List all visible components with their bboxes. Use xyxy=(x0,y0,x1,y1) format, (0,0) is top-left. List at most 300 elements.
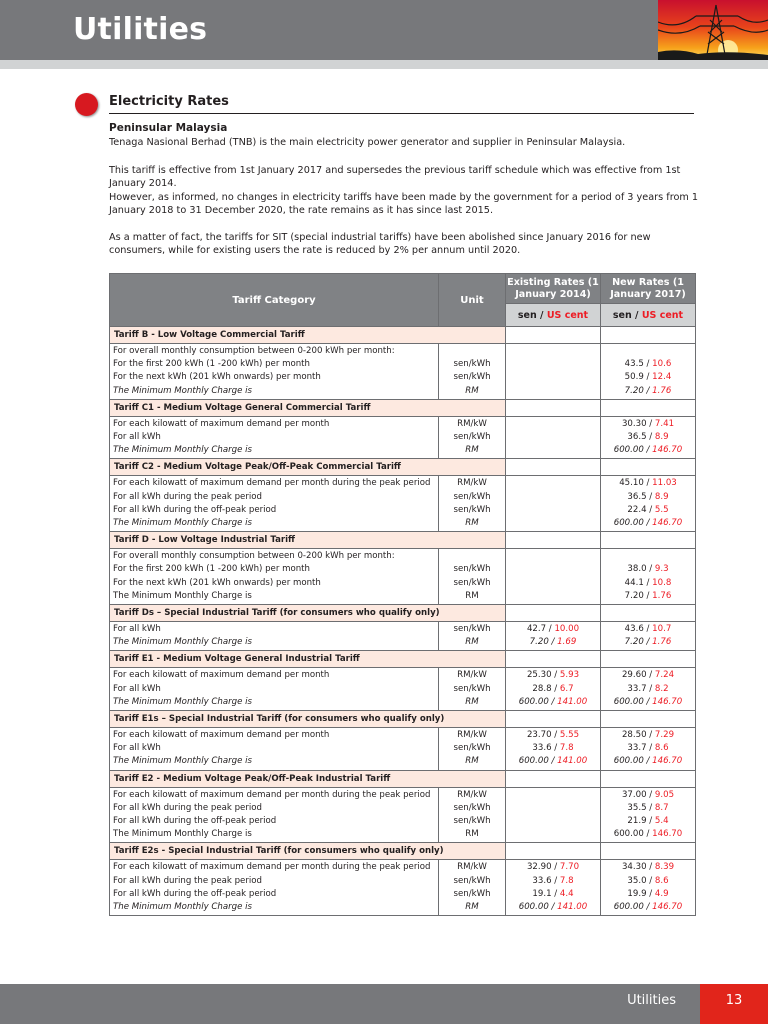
new-rate xyxy=(601,683,695,696)
existing-rate xyxy=(506,729,600,742)
new-rate xyxy=(601,491,695,504)
new-rate-us-cent: 11.03 xyxy=(652,478,677,489)
rate-separator: / xyxy=(646,802,655,813)
new-rate xyxy=(601,550,695,563)
existing-rate-us-cent: 5.55 xyxy=(559,730,580,741)
new-rate-cell xyxy=(601,344,696,400)
existing-rate-cell xyxy=(506,860,601,916)
empty-cell xyxy=(601,843,696,860)
footer-section-label: Utilities xyxy=(627,993,676,1008)
tariff-unit: sen/kWh xyxy=(453,802,491,813)
tariff-unit-cell xyxy=(439,549,506,605)
page-number: 13 xyxy=(700,984,768,1024)
tariff-description: For overall monthly consumption between 0-200 kWh per month: xyxy=(113,346,395,356)
tariff-description-cell xyxy=(110,622,439,651)
tariff-description: The Minimum Monthly Charge is xyxy=(113,902,252,913)
existing-rate xyxy=(506,696,600,709)
empty-cell xyxy=(506,770,601,787)
new-rate-us-cent: 1.76 xyxy=(652,385,672,396)
new-rate xyxy=(601,590,695,603)
new-rate-cell xyxy=(601,728,696,771)
empty-cell xyxy=(601,711,696,728)
tariff-description: For all kWh during the peak period xyxy=(113,802,262,813)
empty-cell xyxy=(601,327,696,344)
existing-rate xyxy=(506,504,600,517)
tariff-description: For all kWh during the peak period xyxy=(113,491,262,502)
tariff-table-body xyxy=(110,327,696,916)
existing-rate-us-cent: 141.00 xyxy=(557,756,588,767)
tariff-description: The Minimum Monthly Charge is xyxy=(113,696,252,707)
tariff-description-cell xyxy=(110,416,439,459)
rate-separator: / xyxy=(551,888,560,899)
rate-separator: / xyxy=(646,432,655,443)
tariff-description: For the next kWh (201 kWh onwards) per month xyxy=(113,577,321,588)
tariff-category-row xyxy=(110,711,696,728)
tariff-description: For each kilowatt of maximum demand per month during the peak period xyxy=(113,478,431,489)
new-rate-us-cent: 7.24 xyxy=(654,670,675,681)
tariff-category-row xyxy=(110,399,696,416)
new-rate-sen: 7.20 xyxy=(624,590,644,601)
new-rate xyxy=(601,504,695,517)
tariff-unit: sen/kWh xyxy=(453,577,491,588)
empty-cell xyxy=(601,605,696,622)
tariff-description-cell xyxy=(110,344,439,400)
rate-separator: / xyxy=(643,385,653,396)
new-rate-sen: 600.00 xyxy=(613,829,644,840)
tariff-unit: sen/kWh xyxy=(453,372,491,383)
existing-rate-cell xyxy=(506,549,601,605)
new-rate-cell xyxy=(601,787,696,843)
new-rate-us-cent: 10.6 xyxy=(652,359,672,370)
tariff-category-title: Tariff Ds – Special Industrial Tariff (for consumers who qualify only) xyxy=(110,605,506,622)
existing-rate-us-cent: 4.4 xyxy=(559,888,574,899)
tariff-description-cell xyxy=(110,476,439,532)
new-rate xyxy=(601,901,695,914)
rate-separator: / xyxy=(646,491,655,502)
existing-rate xyxy=(506,491,600,504)
tariff-data-row xyxy=(110,344,696,400)
new-rate xyxy=(601,828,695,841)
section-title: Electricity Rates xyxy=(109,94,229,109)
new-rate-us-cent: 8.2 xyxy=(654,683,669,694)
existing-rate xyxy=(506,683,600,696)
new-rate-us-cent: 1.76 xyxy=(652,637,672,648)
tariff-unit: sen/kWh xyxy=(453,683,491,694)
new-rate-us-cent: 8.9 xyxy=(654,432,669,443)
new-rate xyxy=(601,477,695,490)
new-rate-us-cent: 146.70 xyxy=(652,696,683,707)
tariff-unit xyxy=(439,550,505,563)
new-rate-us-cent: 7.29 xyxy=(654,730,675,741)
tariff-unit-cell xyxy=(439,622,506,651)
new-rate-us-cent: 146.70 xyxy=(652,756,683,767)
existing-rate-cell xyxy=(506,668,601,711)
tariff-description: The Minimum Monthly Charge is xyxy=(113,637,252,648)
existing-rate-us-cent: 5.93 xyxy=(559,670,580,681)
existing-rate-sen: 600.00 xyxy=(518,902,549,913)
new-rate-sen: 44.1 xyxy=(624,577,644,588)
new-rate-sen: 19.9 xyxy=(627,888,647,899)
currency-us-label: US cent xyxy=(546,309,589,321)
new-rate xyxy=(601,371,695,384)
tariff-unit: sen/kWh xyxy=(453,432,491,443)
region-heading: Peninsular Malaysia xyxy=(109,122,228,134)
tariff-description-cell xyxy=(110,668,439,711)
page-header xyxy=(0,0,768,60)
tariff-unit: sen/kWh xyxy=(453,491,491,502)
new-rate-cell xyxy=(601,549,696,605)
existing-rate-sen: 7.20 xyxy=(529,637,549,648)
new-rate-us-cent: 5.4 xyxy=(654,816,669,827)
header-tariff-category: Tariff Category xyxy=(110,274,439,327)
empty-cell xyxy=(601,532,696,549)
existing-rate xyxy=(506,861,600,874)
existing-rate-sen: 42.7 xyxy=(526,624,547,635)
tariff-category-row xyxy=(110,605,696,622)
existing-rate xyxy=(506,802,600,815)
new-rate-sen: 600.00 xyxy=(613,518,644,529)
rate-separator: / xyxy=(551,683,560,694)
new-rate xyxy=(601,815,695,828)
existing-rate-sen: 33.6 xyxy=(532,875,552,886)
tariff-category-title: Tariff E2 - Medium Voltage Peak/Off-Peak Industrial Tariff xyxy=(110,770,506,787)
rate-separator: / xyxy=(646,670,655,681)
rate-separator: / xyxy=(646,789,655,800)
existing-currency-header xyxy=(506,304,601,327)
rate-separator: / xyxy=(643,696,653,707)
tariff-unit: RM xyxy=(465,696,479,707)
existing-rate xyxy=(506,517,600,530)
empty-cell xyxy=(601,399,696,416)
rate-separator: / xyxy=(643,518,653,529)
new-rate-sen: 33.7 xyxy=(627,683,647,694)
header-existing-rates: Existing Rates (1 January 2014) xyxy=(506,274,601,304)
new-rate-sen: 43.5 xyxy=(624,359,644,370)
tariff-category-title: Tariff C2 - Medium Voltage Peak/Off-Peak Commercial Tariff xyxy=(110,459,506,476)
new-rate-sen: 36.5 xyxy=(627,432,647,443)
new-rate-us-cent: 146.70 xyxy=(652,445,683,456)
new-rate-us-cent: 8.7 xyxy=(654,802,669,813)
tariff-description: The Minimum Monthly Charge is xyxy=(113,445,252,456)
new-rate-sen: 600.00 xyxy=(613,445,644,456)
existing-rate xyxy=(506,789,600,802)
rate-separator: / xyxy=(646,504,655,515)
pylon-sunset-image xyxy=(658,0,768,60)
new-rate xyxy=(601,755,695,768)
new-rate-sen: 33.7 xyxy=(627,743,647,754)
new-rate xyxy=(601,729,695,742)
tariff-unit: RM xyxy=(465,756,479,767)
rate-separator: / xyxy=(646,683,655,694)
existing-rate-us-cent: 1.69 xyxy=(557,637,577,648)
tariff-description: The Minimum Monthly Charge is xyxy=(113,829,252,840)
rate-separator: / xyxy=(548,696,558,707)
rate-separator: / xyxy=(643,478,653,489)
rate-separator: / xyxy=(646,418,655,429)
new-rate-sen: 29.60 xyxy=(621,670,647,681)
tariff-unit: RM/kW xyxy=(457,730,487,741)
tariff-description: For all kWh xyxy=(113,624,161,635)
existing-rate-us-cent: 10.00 xyxy=(554,624,580,635)
rate-separator: / xyxy=(646,862,655,873)
tariff-unit: sen/kWh xyxy=(453,743,491,754)
tariff-unit-cell xyxy=(439,344,506,400)
rate-separator: / xyxy=(646,743,655,754)
new-rate-us-cent: 146.70 xyxy=(652,518,683,529)
tariff-unit xyxy=(439,345,505,358)
new-rate-us-cent: 8.6 xyxy=(654,875,669,886)
sit-paragraph: As a matter of fact, the tariffs for SIT (special industrial tariffs) have been abolished since January 2016 for new consumers, while for existing users the rate is reduced by 2% per annum until 2020. xyxy=(109,232,651,256)
tariff-description: For all kWh xyxy=(113,743,161,754)
tariff-unit: RM/kW xyxy=(457,789,487,800)
new-rate xyxy=(601,623,695,636)
section-divider xyxy=(109,113,694,114)
existing-rate xyxy=(506,636,600,649)
tariff-description-cell xyxy=(110,728,439,771)
new-rate xyxy=(601,431,695,444)
rate-separator: / xyxy=(548,756,558,767)
existing-rate xyxy=(506,815,600,828)
tariff-category-title: Tariff B - Low Voltage Commercial Tariff xyxy=(110,327,506,344)
tariff-category-row xyxy=(110,532,696,549)
tariff-description: For all kWh during the off-peak period xyxy=(113,816,277,827)
tariff-description: The Minimum Monthly Charge is xyxy=(113,756,252,767)
new-rate-sen: 36.5 xyxy=(627,491,647,502)
empty-cell xyxy=(506,399,601,416)
tariff-unit: RM xyxy=(465,385,479,396)
tariff-unit: sen/kWh xyxy=(453,564,491,575)
existing-rate xyxy=(506,563,600,576)
new-rate-sen: 38.0 xyxy=(627,564,647,575)
rate-separator: / xyxy=(551,875,560,886)
existing-rate xyxy=(506,755,600,768)
existing-rate-us-cent: 141.00 xyxy=(557,902,588,913)
new-rate-cell xyxy=(601,622,696,651)
tariff-unit-cell xyxy=(439,787,506,843)
rate-separator: / xyxy=(646,875,655,886)
tariff-description-cell xyxy=(110,787,439,843)
tariff-category-title: Tariff E1s – Special Industrial Tariff (for consumers who qualify only) xyxy=(110,711,506,728)
tariff-unit: RM/kW xyxy=(457,670,487,681)
tariff-description: For all kWh during the peak period xyxy=(113,875,262,886)
existing-rate xyxy=(506,385,600,398)
existing-rate xyxy=(506,590,600,603)
tariff-data-row xyxy=(110,622,696,651)
tariff-unit: RM xyxy=(465,590,479,601)
new-rate xyxy=(601,742,695,755)
currency-sen-label: sen / xyxy=(612,309,642,321)
new-rate-us-cent: 1.76 xyxy=(652,590,672,601)
new-rate-sen: 600.00 xyxy=(613,756,644,767)
existing-rate xyxy=(506,550,600,563)
new-rate-us-cent: 9.05 xyxy=(654,789,675,800)
tariff-unit: sen/kWh xyxy=(453,816,491,827)
tariff-unit-cell xyxy=(439,476,506,532)
new-rate-cell xyxy=(601,476,696,532)
rate-separator: / xyxy=(643,902,653,913)
rate-separator: / xyxy=(646,816,655,827)
existing-rate xyxy=(506,623,600,636)
empty-cell xyxy=(506,459,601,476)
tariff-unit: RM xyxy=(465,518,479,529)
new-rate-sen: 35.5 xyxy=(627,802,647,813)
existing-rate xyxy=(506,477,600,490)
tariff-category-row xyxy=(110,843,696,860)
empty-cell xyxy=(506,711,601,728)
tariff-description: For all kWh xyxy=(113,683,161,694)
new-rate xyxy=(601,517,695,530)
new-rate-us-cent: 146.70 xyxy=(652,902,683,913)
rate-separator: / xyxy=(643,756,653,767)
tariff-unit: RM/kW xyxy=(457,862,487,873)
new-rate-sen: 28.50 xyxy=(621,730,647,741)
tariff-description: For all kWh xyxy=(113,432,161,443)
new-rate-us-cent: 8.6 xyxy=(654,743,669,754)
tariff-data-row xyxy=(110,416,696,459)
tariff-unit: sen/kWh xyxy=(453,624,491,635)
tariff-unit: sen/kWh xyxy=(453,504,491,515)
new-rate-sen: 35.0 xyxy=(627,875,647,886)
new-rate xyxy=(601,345,695,358)
existing-rate xyxy=(506,875,600,888)
rate-separator: / xyxy=(546,624,555,635)
tariff-description-cell xyxy=(110,549,439,605)
new-rate-us-cent: 10.7 xyxy=(652,624,672,635)
rate-separator: / xyxy=(643,577,653,588)
rate-separator: / xyxy=(643,624,653,635)
effective-date-paragraph: This tariff is effective from 1st January 2017 and supersedes the previous tariff schedule which was effective from 1st January 2014. xyxy=(109,165,681,189)
rate-separator: / xyxy=(646,730,655,741)
existing-rate-sen: 600.00 xyxy=(518,756,549,767)
existing-rate xyxy=(506,418,600,431)
new-rate xyxy=(601,563,695,576)
new-rate-sen: 45.10 xyxy=(619,478,644,489)
rate-separator: / xyxy=(643,372,653,383)
tariff-unit: RM xyxy=(465,445,479,456)
existing-rate-cell xyxy=(506,416,601,459)
new-rate-sen: 34.30 xyxy=(621,862,647,873)
empty-cell xyxy=(506,843,601,860)
existing-rate-cell xyxy=(506,787,601,843)
new-currency-header xyxy=(601,304,696,327)
tariff-data-row xyxy=(110,668,696,711)
header-unit: Unit xyxy=(439,274,506,327)
new-rate-us-cent: 4.9 xyxy=(654,888,669,899)
existing-rate-us-cent: 6.7 xyxy=(559,683,574,694)
new-rate-cell xyxy=(601,860,696,916)
tariff-description: For the first 200 kWh (1 -200 kWh) per month xyxy=(113,564,310,575)
new-rate xyxy=(601,577,695,590)
new-rate-us-cent: 7.41 xyxy=(654,418,675,429)
rate-separator: / xyxy=(551,670,560,681)
page-footer xyxy=(0,984,768,1024)
tariff-unit: RM/kW xyxy=(457,478,487,489)
tariff-description: For overall monthly consumption between 0-200 kWh per month: xyxy=(113,551,395,562)
new-rate xyxy=(601,696,695,709)
new-rate xyxy=(601,444,695,457)
empty-cell xyxy=(506,651,601,668)
tariff-category-row xyxy=(110,770,696,787)
new-rate-us-cent: 146.70 xyxy=(652,829,683,840)
existing-rate-sen: 19.1 xyxy=(532,888,552,899)
new-rate-sen: 37.00 xyxy=(621,789,647,800)
new-rate-sen: 7.20 xyxy=(624,385,644,396)
existing-rate xyxy=(506,577,600,590)
tariff-description: The Minimum Monthly Charge is xyxy=(113,385,252,396)
header-new-rates: New Rates (1 January 2017) xyxy=(601,274,696,304)
new-rate-sen: 50.9 xyxy=(624,372,644,383)
new-rate xyxy=(601,385,695,398)
empty-cell xyxy=(506,532,601,549)
new-rate xyxy=(601,669,695,682)
tariff-unit-cell xyxy=(439,728,506,771)
new-rate xyxy=(601,802,695,815)
new-rate xyxy=(601,875,695,888)
currency-sen-label: sen / xyxy=(517,309,547,321)
existing-rate-sen: 32.90 xyxy=(526,862,552,873)
tariff-description: For all kWh during the off-peak period xyxy=(113,888,277,899)
new-rate-us-cent: 12.4 xyxy=(652,372,672,383)
tariff-data-row xyxy=(110,728,696,771)
header-divider xyxy=(0,60,768,69)
new-rate xyxy=(601,861,695,874)
tariff-unit: RM/kW xyxy=(457,418,487,429)
tariff-description: For each kilowatt of maximum demand per month during the peak period xyxy=(113,862,431,873)
new-rate xyxy=(601,789,695,802)
new-rate-cell xyxy=(601,416,696,459)
new-rate xyxy=(601,888,695,901)
existing-rate-cell xyxy=(506,622,601,651)
tariff-category-row xyxy=(110,651,696,668)
tariff-description: For each kilowatt of maximum demand per month xyxy=(113,418,330,429)
tariff-unit: sen/kWh xyxy=(453,359,491,370)
rate-separator: / xyxy=(646,564,655,575)
new-rate-sen: 7.20 xyxy=(624,637,644,648)
empty-cell xyxy=(601,770,696,787)
existing-rate-us-cent: 7.70 xyxy=(559,862,580,873)
empty-cell xyxy=(601,651,696,668)
tariff-unit-cell xyxy=(439,416,506,459)
tariff-unit: sen/kWh xyxy=(453,888,491,899)
rate-separator: / xyxy=(643,359,653,370)
new-rate xyxy=(601,418,695,431)
tariff-data-row xyxy=(110,860,696,916)
existing-rate xyxy=(506,888,600,901)
existing-rate-cell xyxy=(506,344,601,400)
existing-rate-cell xyxy=(506,728,601,771)
tariff-category-row xyxy=(110,327,696,344)
page-title: Utilities xyxy=(73,12,208,47)
tariff-unit-cell xyxy=(439,668,506,711)
new-rate xyxy=(601,636,695,649)
rate-separator: / xyxy=(548,637,558,648)
existing-rate xyxy=(506,345,600,358)
tariff-category-row xyxy=(110,459,696,476)
empty-cell xyxy=(506,605,601,622)
tariff-description: For the first 200 kWh (1 -200 kWh) per month xyxy=(113,359,310,370)
tariff-description: For each kilowatt of maximum demand per month during the peak period xyxy=(113,789,431,800)
rate-separator: / xyxy=(643,637,653,648)
tariff-table xyxy=(109,273,696,916)
existing-rate-cell xyxy=(506,476,601,532)
rate-separator: / xyxy=(643,829,653,840)
new-rate-sen: 30.30 xyxy=(621,418,647,429)
empty-cell xyxy=(506,327,601,344)
tariff-category-title: Tariff E2s - Special Industrial Tariff (for consumers who qualify only) xyxy=(110,843,506,860)
existing-rate xyxy=(506,431,600,444)
tariff-category-title: Tariff D - Low Voltage Industrial Tariff xyxy=(110,532,506,549)
new-rate xyxy=(601,358,695,371)
